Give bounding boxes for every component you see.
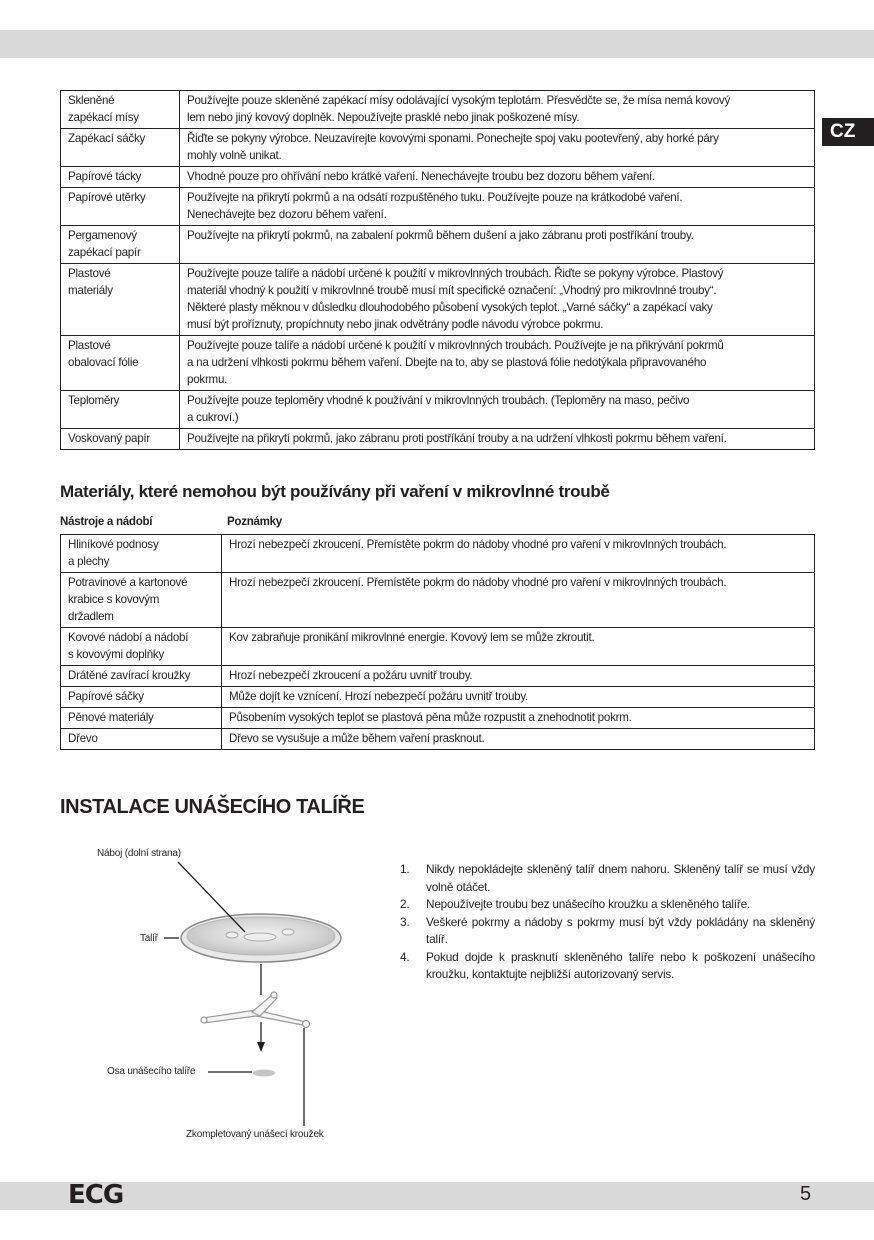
note-cell [180,264,815,336]
cell-text-line: Používejte na přikrytí pokrmů, na zabalení pokrmů během dušení a jako zábranu proti postříkání trouby. [187,229,694,242]
cell-text-line: Používejte pouze skleněné zapékací mísy odolávající vysokým teplotám. Přesvědčte se, že mísa nemá kovový [187,94,731,107]
cell-text-line: Zapékací sáčky [68,132,146,145]
column-header-tools: Nástroje a nádobí [60,515,153,528]
cell-text-line: materiály [68,284,113,297]
cell-text-line: Dřevo [68,732,98,745]
label-hub: Náboj (dolní strana) [97,848,181,859]
column-header-notes: Poznámky [227,515,282,528]
material-cell [61,687,222,708]
unsuitable-materials-heading: Materiály, které nemohou být používány při vaření v mikrovlnné troubě [60,482,610,501]
table-row [61,429,815,450]
cell-text-line: s kovovými doplňky [68,648,165,661]
cell-text-line: musí být proříznuty, propíchnuty nebo jinak odvětrány podle návodu výrobce pokrmu. [187,318,604,331]
cell-text-line: Dřevo se vysušuje a může během vaření prasknout. [229,732,485,745]
material-cell [61,336,180,391]
note-cell [222,687,815,708]
header-bar [0,30,874,58]
cell-text-line: Nenechávejte bez dozoru během vaření. [187,208,387,221]
note-cell [180,129,815,167]
table-row [61,91,815,129]
cell-text-line: Hliníkové podnosy [68,538,159,551]
cell-text-line: Potravinové a kartonové [68,576,188,589]
cell-text-line: Vhodné pouze pro ohřívání nebo krátké vaření. Nenechávejte troubu bez dozoru během vaření. [187,170,655,183]
table-row [61,628,815,666]
cell-text-line: mohly volně unikat. [187,149,282,162]
note-cell [180,429,815,450]
note-cell [222,666,815,687]
step-number: 3. [400,914,410,929]
cell-text-line: Používejte pouze talíře a nádobí určené k použití v mikrovlnných troubách. Řiďte se pokyny výrobce. Plastový [187,267,724,280]
step-number: 1. [400,862,410,876]
cell-text-line: Kov zabraňuje pronikání mikrovlnné energie. Kovový lem se může zkroutit. [229,631,595,644]
material-cell [61,573,222,628]
material-cell [61,129,180,167]
unsuitable-materials-table [60,534,815,750]
cell-text-line: Drátěné zavírací kroužky [68,669,191,682]
cell-text-line: materiál vhodný k použití v mikrovlnné troubě musí mít specifické označení: „Vhodný pro mikrovlnné trouby“. [187,284,717,297]
table-row [61,535,815,573]
step-number: 2. [400,897,410,911]
cell-text-line: Pergamenový [68,229,137,242]
page-number: 5 [800,1183,812,1205]
note-cell [180,226,815,264]
step-text: Nepoužívejte troubu bez unášecího kroužku a skleněného talíře. [426,897,751,911]
cell-text-line: Kovové nádobí a nádobí [68,631,189,644]
step-text: Pokud dojde k prasknutí skleněného talíře nebo k poškození unášecího kroužku, kontaktujte nejbližší autorizovaný servis. [426,949,815,981]
cell-text-line: Teploměry [68,394,120,407]
cell-text-line: Řiďte se pokyny výrobce. Neuzavírejte kovovými sponami. Ponechejte spoj vaku pootevřený, aby horké páry [187,132,719,145]
cell-text-line: Papírové tácky [68,170,142,183]
step-item [400,949,815,984]
cell-text-line: zapékací papír [68,246,141,259]
note-cell [222,573,815,628]
installation-heading: INSTALACE UNÁŠECÍHO TALÍŘE [60,796,365,818]
turntable-axis [253,1070,275,1077]
table-row [61,666,815,687]
material-cell [61,264,180,336]
footer-bar [0,1182,874,1210]
cell-text-line: Používejte na přikrytí pokrmů a na odsátí rozpuštěného tuku. Používejte pouze na krátkodobé vaření. [187,191,683,204]
label-plate: Talíř [140,933,158,944]
material-cell [61,91,180,129]
turntable-diagram [60,840,380,1150]
table-row [61,264,815,336]
cell-text-line: pokrmu. [187,373,228,386]
cell-text-line: a plechy [68,555,110,568]
material-cell [61,188,180,226]
cell-text-line: Působením vysokých teplot se plastová pěna může rozpustit a znehodnotit pokrm. [229,711,632,724]
cell-text-line: Plastové [68,267,111,280]
note-cell [180,391,815,429]
cell-text-line: Voskovaný papír [68,432,150,445]
cell-text-line: zapékací mísy [68,111,139,124]
table-row [61,687,815,708]
material-cell [61,535,222,573]
table-row [61,573,815,628]
note-cell [180,336,815,391]
label-axis: Osa unášecího talíře [107,1066,196,1077]
material-cell [61,628,222,666]
cell-text-line: Používejte pouze teploměry vhodné k používání v mikrovlnných troubách. (Teploměry na maso, pečivo [187,394,690,407]
cell-text-line: a na udržení vlhkosti pokrmu během vaření. Dbejte na to, aby se plastová fólie nedotýkala připravovaného [187,356,707,369]
material-cell [61,729,222,750]
table-row [61,336,815,391]
cell-text-line: držadlem [68,610,114,623]
material-cell [61,226,180,264]
table-row [61,167,815,188]
cell-text-line: Hrozí nebezpečí zkroucení. Přemístěte pokrm do nádoby vhodné pro vaření v mikrovlnných troubách. [229,538,727,551]
label-ring: Zkompletovaný unášecí kroužek [186,1129,324,1140]
material-cell [61,167,180,188]
suitable-materials-table [60,90,815,450]
step-number: 4. [400,949,410,964]
cell-text-line: Používejte na přikrytí pokrmů, jako zábranu proti postříkání trouby a na udržení vlhkosti pokrmu během vaření. [187,432,727,445]
cell-text-line: Plastové [68,339,111,352]
step-item [400,896,815,914]
cell-text-line: obalovací fólie [68,356,139,369]
step-text: Veškeré pokrmy a nádoby s pokrmy musí být vždy pokládány na skleněný talíř. [426,914,815,946]
note-cell [222,708,815,729]
turntable-illustration [60,840,380,1150]
cell-text-line: a cukroví.) [187,411,239,424]
cell-text-line: Hrozí nebezpečí zkroucení. Přemístěte pokrm do nádoby vhodné pro vaření v mikrovlnných troubách. [229,576,727,589]
note-cell [222,729,815,750]
step-item [400,914,815,949]
note-cell [180,167,815,188]
cell-text-line: Papírové utěrky [68,191,146,204]
note-cell [180,91,815,129]
table-row [61,129,815,167]
material-cell [61,391,180,429]
arrow-down-icon [257,1042,265,1052]
installation-steps [400,861,815,984]
cell-text-line: krabice s kovovým [68,593,160,606]
cell-text-line: Může dojít ke vznícení. Hrozí nebezpečí požáru uvnitř trouby. [229,690,529,703]
glass-plate [181,914,341,962]
cell-text-line: Používejte pouze talíře a nádobí určené k použití v mikrovlnných troubách. Používejte je na přikrývání pokrmů [187,339,724,352]
table-row [61,391,815,429]
note-cell [222,628,815,666]
cell-text-line: Pěnové materiály [68,711,154,724]
step-item [400,861,815,896]
ecg-logo: ECG [68,1180,124,1210]
note-cell [222,535,815,573]
material-cell [61,708,222,729]
note-cell [180,188,815,226]
table-row [61,188,815,226]
table-row [61,729,815,750]
table-row [61,708,815,729]
material-cell [61,666,222,687]
cell-text-line: lem nebo jiný kovový doplněk. Nepoužívejte prasklé nebo jinak poškozené mísy. [187,111,580,124]
cell-text-line: Některé plasty měknou v důsledku dlouhodobého působení vysokých teplot. „Varné sáčky“ a zapékací vaky [187,301,713,314]
table-row [61,226,815,264]
material-cell [61,429,180,450]
roller-ring [201,992,310,1028]
cell-text-line: Hrozí nebezpečí zkroucení a požáru uvnitř trouby. [229,669,473,682]
cell-text-line: Skleněné [68,94,115,107]
language-tab: CZ [822,118,874,146]
step-text: Nikdy nepokládejte skleněný talíř dnem nahoru. Skleněný talíř se musí vždy volně otáčet. [426,862,815,894]
cell-text-line: Papírové sáčky [68,690,144,703]
